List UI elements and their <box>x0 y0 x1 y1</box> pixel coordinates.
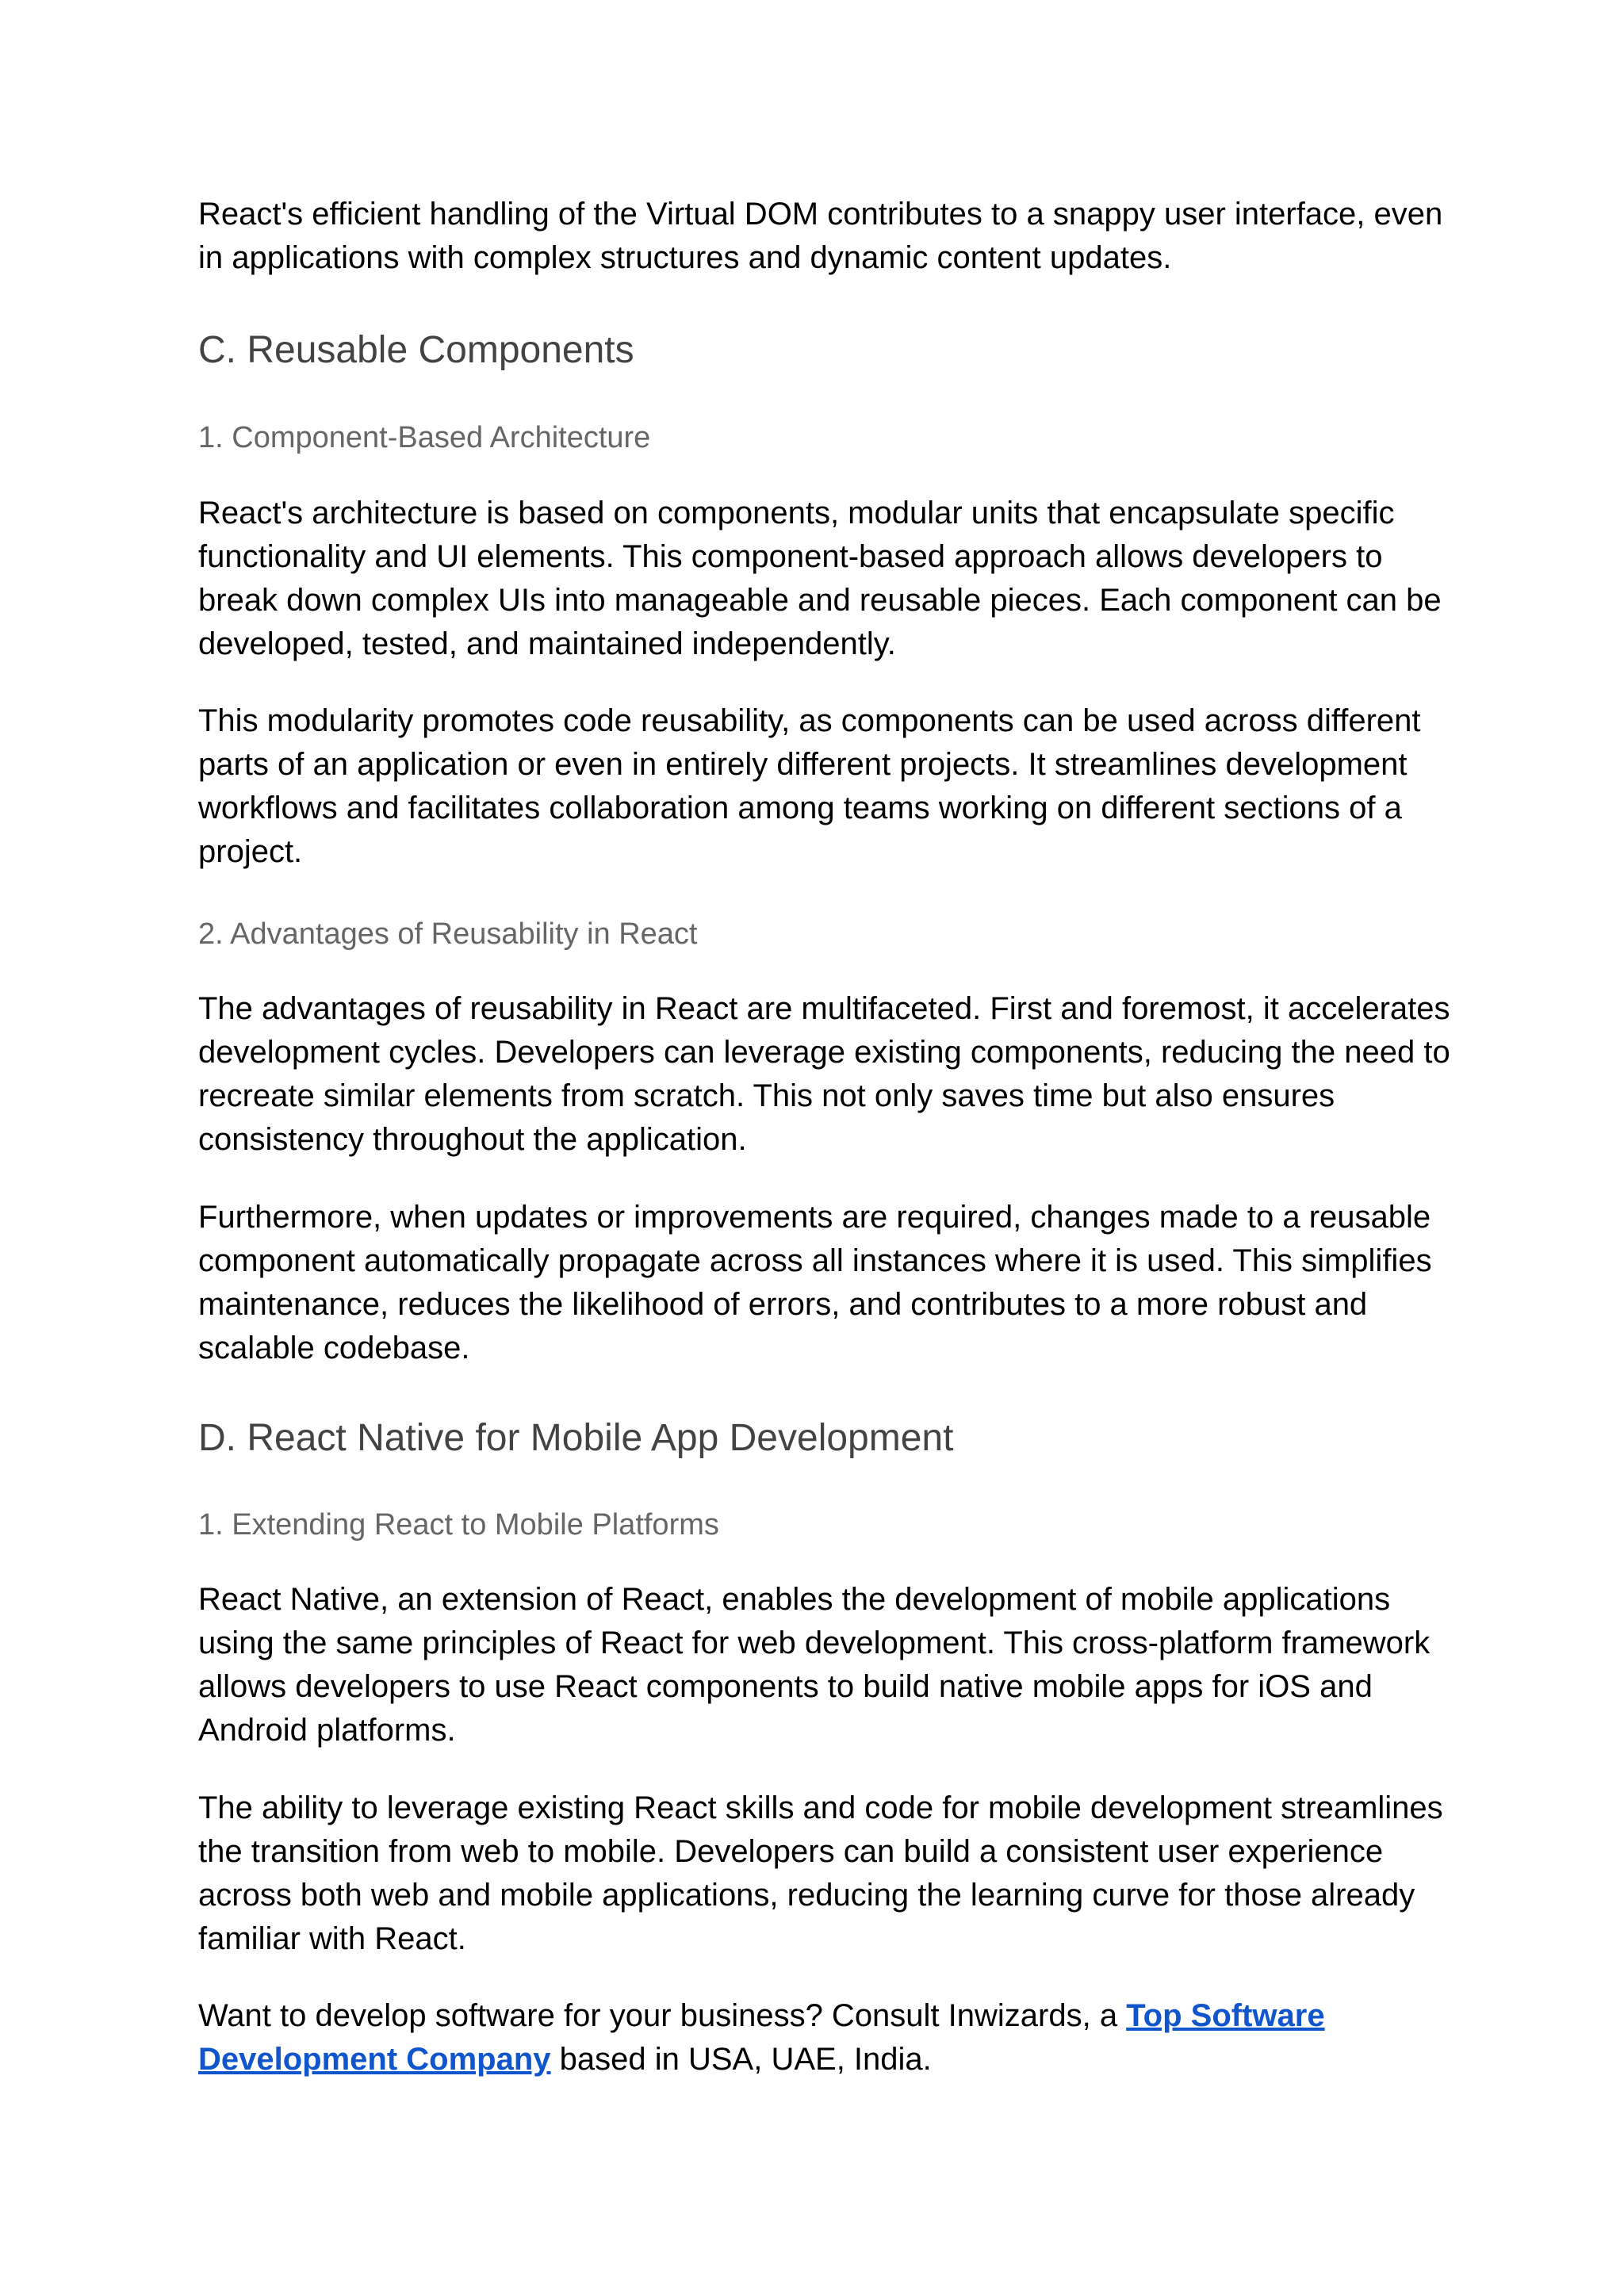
paragraph-leverage-skills: The ability to leverage existing React skills and code for mobile development streamlines the transition from web to mobile. Developers can build a consistent user experience across both web and mobile applications, reducing the learning curve for those already familiar with React. <box>198 1790 1443 1956</box>
heading-react-native: D. React Native for Mobile App Development <box>198 1417 954 1459</box>
intro-paragraph: React's efficient handling of the Virtual DOM contributes to a snappy user interface, even in applications with complex structures and dynamic content updates. <box>198 197 1443 275</box>
paragraph-react-native: React Native, an extension of React, enables the development of mobile applications using the same principles of React for web development. This cross-platform framework allows developers to use React components to build native mobile apps for iOS and Android platforms. <box>198 1582 1431 1748</box>
cta-suffix-text: based in USA, UAE, India. <box>550 2042 932 2077</box>
top-software-development-company-link[interactable]: Top Software Development Company <box>198 1998 1325 2077</box>
heading-reusable-components: C. Reusable Components <box>198 329 634 371</box>
cta-paragraph <box>198 1994 1451 2081</box>
subheading-component-based-architecture: 1. Component-Based Architecture <box>198 421 651 454</box>
paragraph-updates: Furthermore, when updates or improvements are required, changes made to a reusable component automatically propagate across all instances where it is used. This simplifies maintenance, reduces the likelihood of errors, and contributes to a more robust and scalable codebase. <box>198 1200 1432 1365</box>
cta-prefix-text: Want to develop software for your business? Consult Inwizards, a <box>198 1998 1127 2033</box>
subheading-extending-react-mobile: 1. Extending React to Mobile Platforms <box>198 1508 719 1541</box>
subheading-advantages-reusability: 2. Advantages of Reusability in React <box>198 917 698 951</box>
paragraph-modularity: This modularity promotes code reusability, as components can be used across different parts of an application or even in entirely different projects. It streamlines development workflows and facilitates collaboration among teams working on different sections of a project. <box>198 703 1421 869</box>
paragraph-reusability-advantages: The advantages of reusability in React are multifaceted. First and foremost, it accelerates development cycles. Developers can leverage existing components, reducing the need to recreate similar elements from scratch. This not only saves time but also ensures consistency throughout the application. <box>198 991 1450 1157</box>
paragraph-component-architecture: React's architecture is based on components, modular units that encapsulate specific functionality and UI elements. This component-based approach allows developers to break down complex UIs into manageable and reusable pieces. Each component can be developed, tested, and maintained independently. <box>198 496 1442 661</box>
